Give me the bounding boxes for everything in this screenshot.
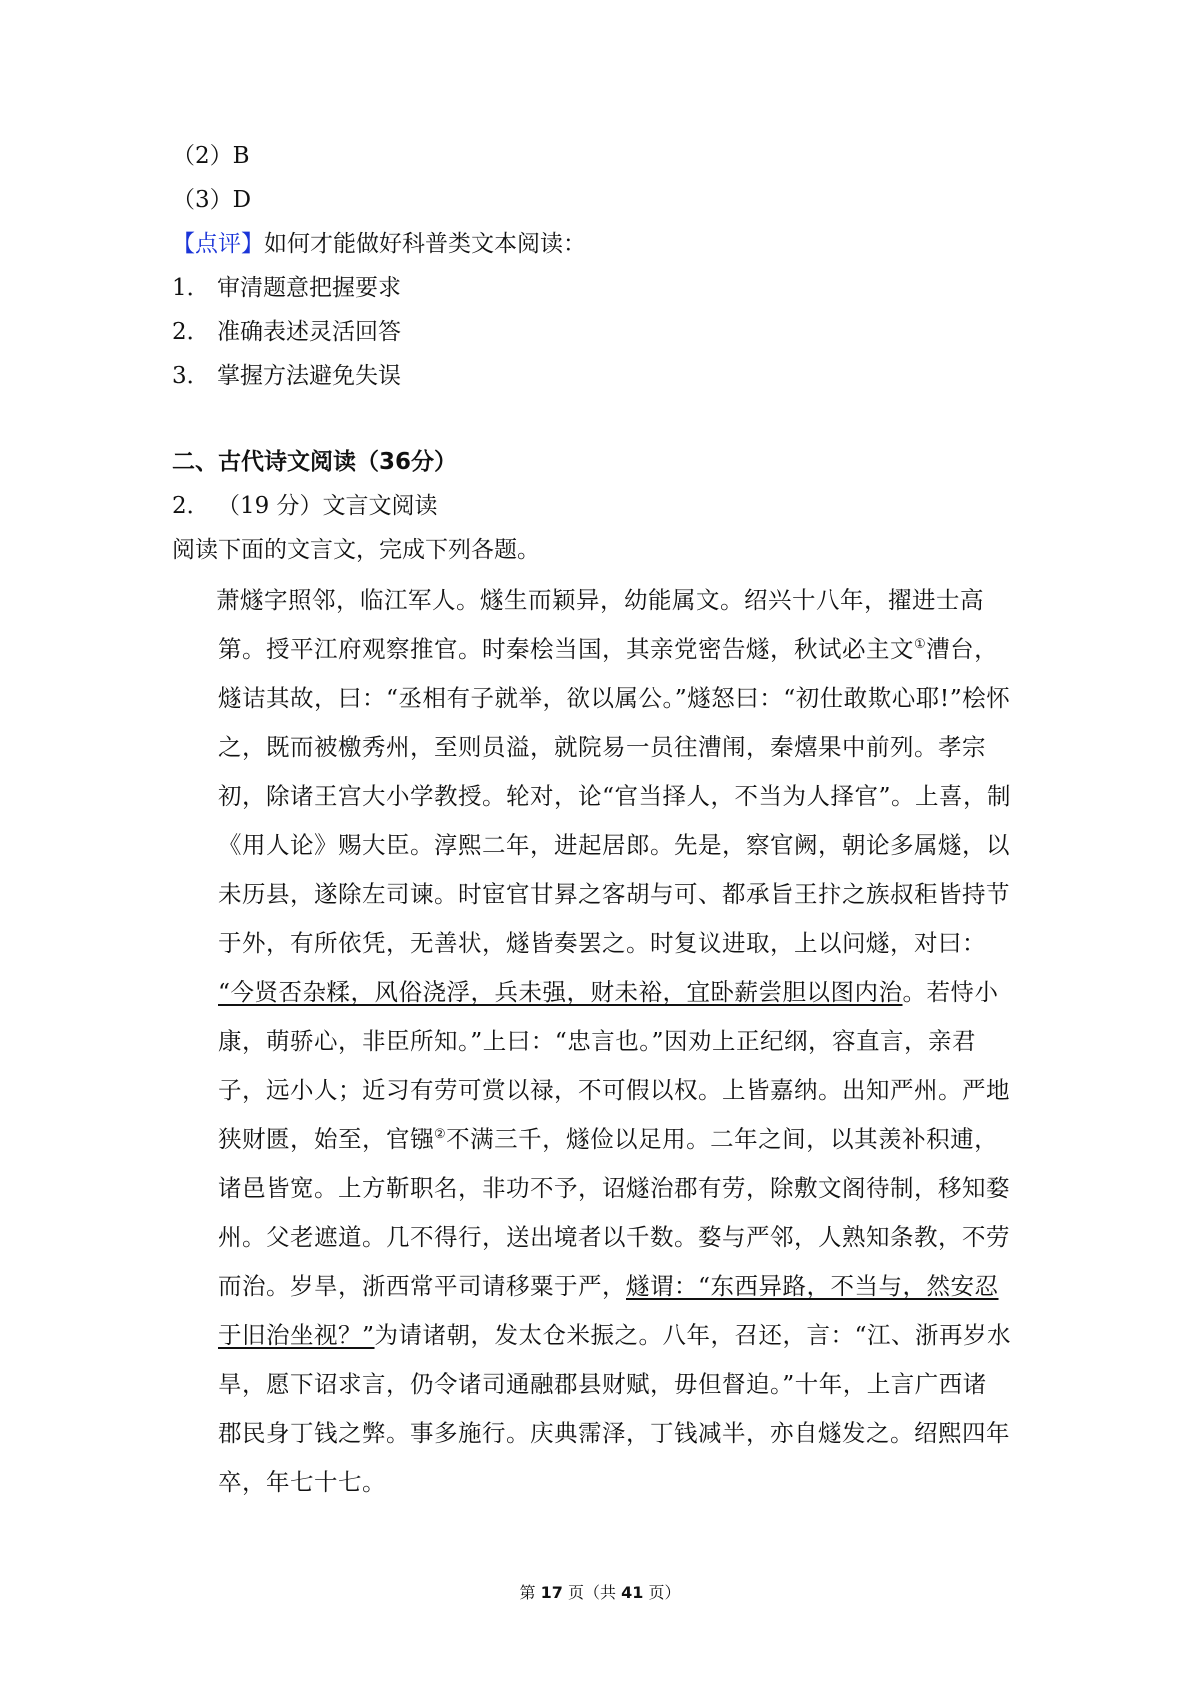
passage-text: 不满三千，燧俭以足用。二年之间，以其羡补积逋， xyxy=(446,1125,999,1153)
list-item-number: 3． xyxy=(172,363,210,389)
passage-line: 卒，年七十七。 xyxy=(218,1468,386,1496)
current-page-number: 17 xyxy=(540,1583,563,1602)
page-footer xyxy=(0,1580,1200,1603)
passage-line: 于外，有所依凭，无善状，燧皆奏罢之。时复议进取，上以问燧，对曰： xyxy=(218,929,986,957)
passage-text: 第。授平江府观察推官。时秦桧当国，其亲党密告燧，秋试必主文 xyxy=(218,635,914,663)
passage-line xyxy=(218,1311,1038,1360)
section-title-prefix: 二、古代诗文阅读（ xyxy=(172,448,379,475)
passage-line: 郡民身丁钱之弊。事多施行。庆典霈泽，丁钱减半，亦自燧发之。绍熙四年 xyxy=(218,1419,1010,1447)
comment-tag: 【点评】 xyxy=(172,231,264,257)
comment-heading xyxy=(172,228,586,260)
passage-line: 康，萌骄心，非臣所知。”上曰：“忠言也。”因劝上正纪纲，容直言，亲君 xyxy=(218,1027,977,1055)
answer-3-text: （3）D xyxy=(172,187,252,213)
list-item xyxy=(172,272,401,304)
list-item-number: 1． xyxy=(172,275,210,301)
list-item-text: 准确表述灵活回答 xyxy=(216,319,401,345)
passage-line: 旱，愿下诏求言，仍令诸司通融郡县财赋，毋但督迫。”十年，上言广西诸 xyxy=(218,1370,987,1398)
total-page-count: 41 xyxy=(621,1583,644,1602)
question-heading xyxy=(172,490,438,522)
passage-line xyxy=(218,1115,1038,1164)
passage-text: 。若恃小 xyxy=(902,978,999,1006)
list-item xyxy=(172,360,401,392)
footnote-marker-2: ② xyxy=(434,1127,447,1143)
passage-text: 漕台， xyxy=(926,635,999,663)
answer-2 xyxy=(172,140,250,172)
passage-line xyxy=(218,1262,1038,1311)
comment-text: 如何才能做好科普类文本阅读： xyxy=(264,231,586,257)
passage-line: 《用人论》赐大臣。淳熙二年，进起居郎。先是，察官阙，朝论多属燧，以 xyxy=(218,831,1010,859)
passage-text: 为请诸朝，发太仓米振之。八年，召还，言：“江、浙再岁水 xyxy=(374,1321,1012,1349)
underlined-sentence-1: “今贤否杂糅，风俗浇浮，兵未强，财未裕，宜卧薪尝胆以图内治 xyxy=(218,978,903,1006)
passage-line: 州。父老遮道。几不得行，送出境者以千数。婺与严邻，人熟知条教，不劳 xyxy=(218,1223,1010,1251)
underlined-sentence-2-end: 于旧治坐视？” xyxy=(218,1321,375,1349)
question-score: （19 分）文言文阅读 xyxy=(216,493,438,519)
passage-line xyxy=(218,625,1038,674)
footer-post: 页） xyxy=(643,1583,681,1602)
footer-mid: 页（共 xyxy=(562,1583,622,1602)
list-item-number: 2． xyxy=(172,319,210,345)
underlined-sentence-2: 燧谓：“东西异路，不当与，然安忍 xyxy=(626,1272,999,1300)
section-title-suffix: 分） xyxy=(411,448,458,475)
classical-passage xyxy=(218,576,1038,1507)
question-instruction xyxy=(172,534,540,566)
passage-line: 子，远小人；近习有劳可赏以禄，不可假以权。上皆嘉纳。出知严州。严地 xyxy=(218,1076,1010,1104)
instruction-text: 阅读下面的文言文，完成下列各题。 xyxy=(172,537,540,563)
footer-pre: 第 xyxy=(519,1583,541,1602)
answer-2-text: （2）B xyxy=(172,143,250,169)
passage-line: 初，除诸王宫大小学教授。轮对，论“官当择人，不当为人择官”。上喜，制 xyxy=(218,782,1012,810)
answer-3 xyxy=(172,184,251,216)
passage-line xyxy=(218,968,1038,1017)
passage-line: 燧诘其故，曰：“丞相有子就举，欲以属公。”燧怒曰：“初仕敢欺心耶!”桧怀 xyxy=(218,684,1011,712)
section-title-number: 36 xyxy=(379,449,412,475)
passage-line: 诸邑皆宽。上方靳职名，非功不予，诏燧治郡有劳，除敷文阁待制，移知婺 xyxy=(218,1174,1010,1202)
footnote-marker-1: ① xyxy=(914,637,927,653)
list-item xyxy=(172,316,401,348)
passage-line: 之，既而被檄秀州，至则员溢，就院易一员往漕闱，秦熺果中前列。孝宗 xyxy=(218,733,986,761)
passage-line: 萧燧字照邻，临江军人。燧生而颖异，幼能属文。绍兴十八年，擢进士高 xyxy=(216,586,984,614)
passage-text: 狭财匮，始至，官镪 xyxy=(218,1125,434,1153)
passage-text: 而治。岁旱，浙西常平司请移粟于严， xyxy=(218,1272,626,1300)
list-item-text: 审清题意把握要求 xyxy=(216,275,401,301)
list-item-text: 掌握方法避免失误 xyxy=(216,363,401,389)
passage-line: 未历县，遂除左司谏。时宦官甘昪之客胡与可、都承旨王抃之族叔秬皆持节 xyxy=(218,880,1010,908)
section-title xyxy=(172,446,457,478)
question-number: 2． xyxy=(172,493,210,519)
